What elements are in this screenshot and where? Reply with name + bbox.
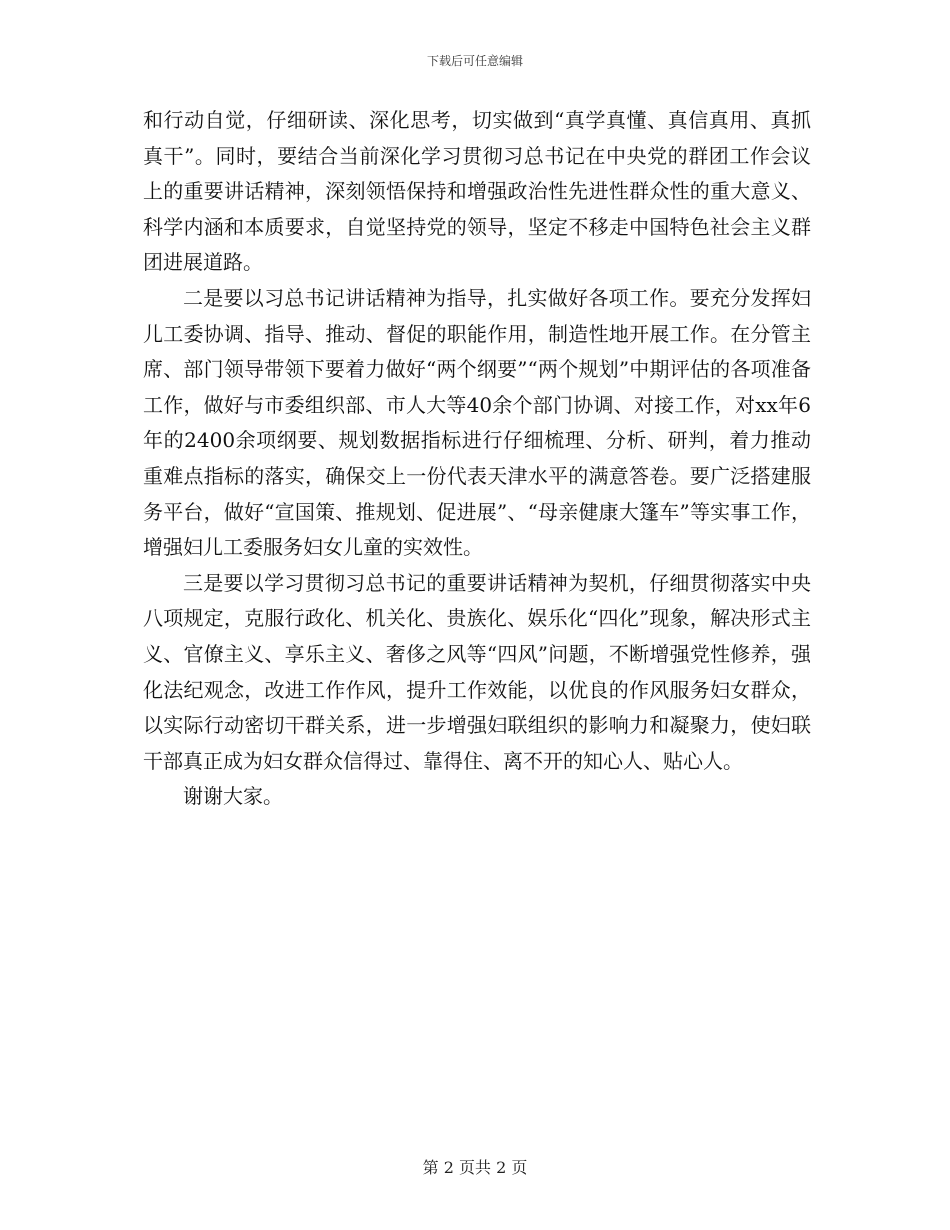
page-header: 下载后可任意编辑 [426, 54, 523, 68]
paragraph-3: 三是要以学习贯彻习总书记的重要讲话精神为契机，仔细贯彻落实中央八项规定，克服行政化、机关化、贵族化、娱乐化“四化”现象，解决形式主义、官僚主义、享乐主义、奢侈之风等“四风”问题，不断增强党性修养，强化法纪观念，改进工作作风，提升工作效能，以优良的作风服务妇女群众，以实际行动密切干群关系，进一步增强妇联组织的影响力和凝聚力，使妇联干部真正成为妇女群众信得过、靠得住、离不开的知心人、贴心人。 [143, 570, 811, 773]
paragraph-1: 和行动自觉，仔细研读、深化思考，切实做到“真学真懂、真信真用、真抓真干”。同时，要结合当前深化学习贯彻习总书记在中央党的群团工作会议上的重要讲话精神，深刻领悟保持和增强政治性先进性群众性的重大意义、科学内涵和本质要求，自觉坚持党的领导，坚定不移走中国特色社会主义群团进展道路。 [143, 108, 811, 275]
paragraph-closing: 谢谢大家。 [183, 784, 283, 809]
page-number: 第 2 页共 2 页 [422, 1158, 528, 1177]
document-body [143, 103, 811, 815]
paragraph-2: 二是要以习总书记讲话精神为指导，扎实做好各项工作。要充分发挥妇儿工委协调、指导、推动、督促的职能作用，制造性地开展工作。在分管主席、部门领导带领下要着力做好“两个纲要”“两个规划”中期评估的各项准备工作，做好与市委组织部、市人大等40余个部门协调、对接工作，对xx年6年的2400余项纲要、规划数据指标进行仔细梳理、分析、研判，着力推动重难点指标的落实，确保交上一份代表天津水平的满意答卷。要广泛搭建服务平台，做好“宣国策、推规划、促进展”、“母亲健康大篷车”等实事工作，增强妇儿工委服务妇女儿童的实效性。 [143, 285, 811, 560]
